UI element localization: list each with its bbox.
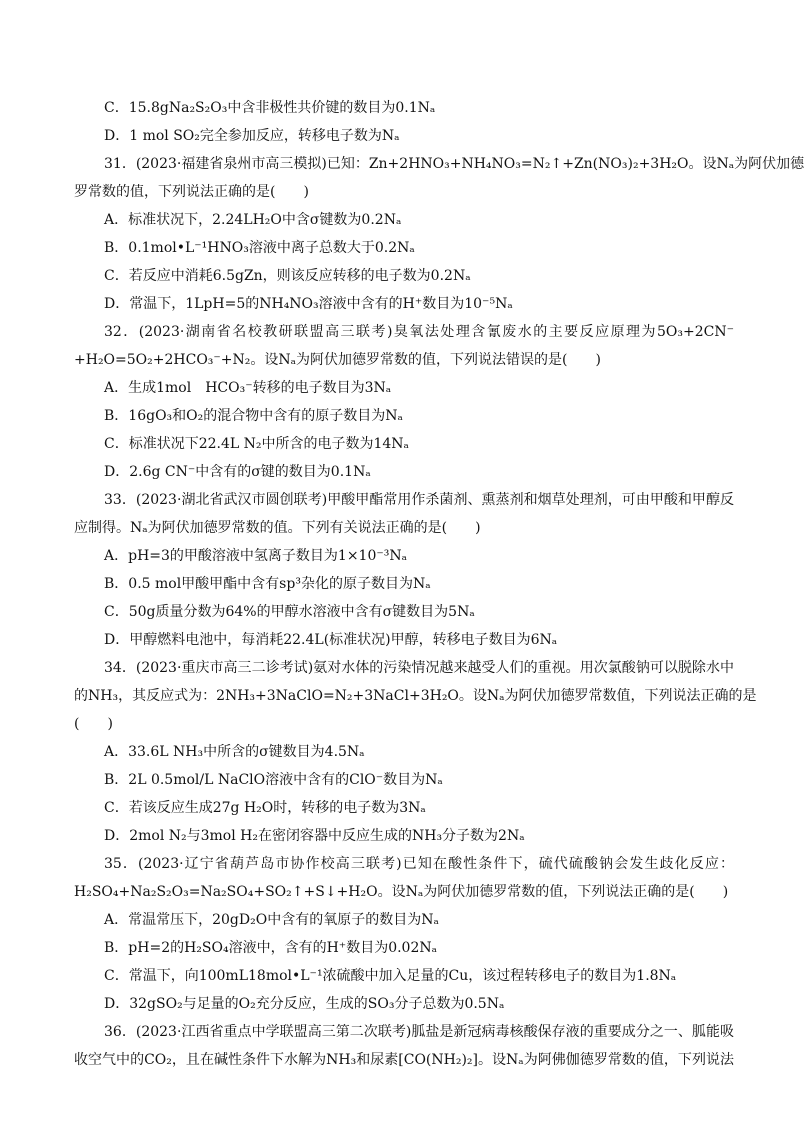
question-32-stem: +H₂O=5O₂+2HCO₃⁻+N₂。设Nₐ为阿伏加德罗常数的值，下列说法错误的是( ) xyxy=(74,352,601,368)
option-b: B．pH=2的H₂SO₄溶液中，含有的H⁺数目为0.02Nₐ xyxy=(104,940,438,956)
option-a: A．pH=3的甲酸溶液中氢离子数目为1×10⁻³Nₐ xyxy=(104,548,408,564)
question-31-stem: 31．(2023·福建省泉州市高三模拟)已知：Zn+2HNO₃+NH₄NO₃=N₂↑+Zn(NO₃)₂+3H₂O。设Nₐ为阿伏加德 xyxy=(104,156,804,172)
question-36-stem: 36．(2023·江西省重点中学联盟高三第二次联考)胍盐是新冠病毒核酸保存液的重要成分之一、胍能吸 xyxy=(104,1024,734,1040)
option-d: D．常温下，1LpH=5的NH₄NO₃溶液中含有的H⁺数目为10⁻⁵Nₐ xyxy=(104,296,513,312)
option-c: C．若反应中消耗6.5gZn，则该反应转移的电子数为0.2Nₐ xyxy=(104,268,471,284)
option-a: A．生成1mol HCO₃⁻转移的电子数目为3Nₐ xyxy=(104,380,392,396)
question-32-stem: 32．(2023·湖南省名校教研联盟高三联考)臭氧法处理含氰废水的主要反应原理为5O₃+2CN⁻ xyxy=(104,324,734,340)
option-a: A．常温常压下，20gD₂O中含有的氧原子的数目为Nₐ xyxy=(104,912,439,928)
question-34-stem: ( ) xyxy=(74,716,113,732)
question-35-stem: 35．(2023·辽宁省葫芦岛市协作校高三联考)已知在酸性条件下，硫代硫酸钠会发生歧化反应： xyxy=(104,856,734,872)
option-b: B．16gO₃和O₂的混合物中含有的原子数目为Nₐ xyxy=(104,408,403,424)
option-b: B．2L 0.5mol/L NaClO溶液中含有的ClO⁻数目为Nₐ xyxy=(104,772,443,788)
option-d: D．32gSO₂与足量的O₂充分反应，生成的SO₃分子总数为0.5Nₐ xyxy=(104,996,505,1012)
option-c: C．若该反应生成27g H₂O时，转移的电子数为3Nₐ xyxy=(104,800,426,816)
option-d: D．2mol N₂与3mol H₂在密闭容器中反应生成的NH₃分子数为2Nₐ xyxy=(104,828,525,844)
option-c: C．50g质量分数为64%的甲醇水溶液中含有σ键数目为5Nₐ xyxy=(104,604,475,620)
option-d: D．2.6g CN⁻中含有的σ键的数目为0.1Nₐ xyxy=(104,464,371,480)
option-a: A．33.6L NH₃中所含的σ键数目为4.5Nₐ xyxy=(104,744,365,760)
question-31-stem: 罗常数的值，下列说法正确的是( ) xyxy=(74,184,309,200)
option-c: C．常温下，向100mL18mol•L⁻¹浓硫酸中加入足量的Cu，该过程转移电子的数目为1.8Nₐ xyxy=(104,968,677,984)
question-34-stem: 34．(2023·重庆市高三二诊考试)氨对水体的污染情况越来越受人们的重视。用次氯酸钠可以脱除水中 xyxy=(104,660,734,676)
question-36-stem: 收空气中的CO₂，且在碱性条件下水解为NH₃和尿素[CO(NH₂)₂]。设Nₐ为阿佛伽德罗常数的值，下列说法 xyxy=(74,1052,734,1068)
question-34-stem: 的NH₃，其反应式为：2NH₃+3NaClO=N₂+3NaCl+3H₂O。设Nₐ为阿伏加德罗常数值，下列说法正确的是 xyxy=(74,688,757,704)
question-33-stem: 应制得。Nₐ为阿伏加德罗常数的值。下列有关说法正确的是( ) xyxy=(74,520,481,536)
question-35-stem: H₂SO₄+Na₂S₂O₃=Na₂SO₄+SO₂↑+S↓+H₂O。设Nₐ为阿伏加德罗常数的值，下列说法正确的是( ) xyxy=(74,884,729,900)
option-c: C．标准状况下22.4L N₂中所含的电子数为14Nₐ xyxy=(104,436,409,452)
option-c: C．15.8gNa₂S₂O₃中含非极性共价键的数目为0.1Nₐ xyxy=(104,100,436,116)
option-d: D．1 mol SO₂完全参加反应，转移电子数为Nₐ xyxy=(104,128,400,144)
option-b: B．0.5 mol甲酸甲酯中含有sp³杂化的原子数目为Nₐ xyxy=(104,576,431,592)
option-a: A．标准状况下，2.24LH₂O中含σ键数为0.2Nₐ xyxy=(104,212,402,228)
question-33-stem: 33．(2023·湖北省武汉市圆创联考)甲酸甲酯常用作杀菌剂、熏蒸剂和烟草处理剂，可由甲酸和甲醇反 xyxy=(104,492,734,508)
option-d: D．甲醇燃料电池中，每消耗22.4L(标准状况)甲醇，转移电子数目为6Nₐ xyxy=(104,632,558,648)
option-b: B．0.1mol•L⁻¹HNO₃溶液中离子总数大于0.2Nₐ xyxy=(104,240,415,256)
